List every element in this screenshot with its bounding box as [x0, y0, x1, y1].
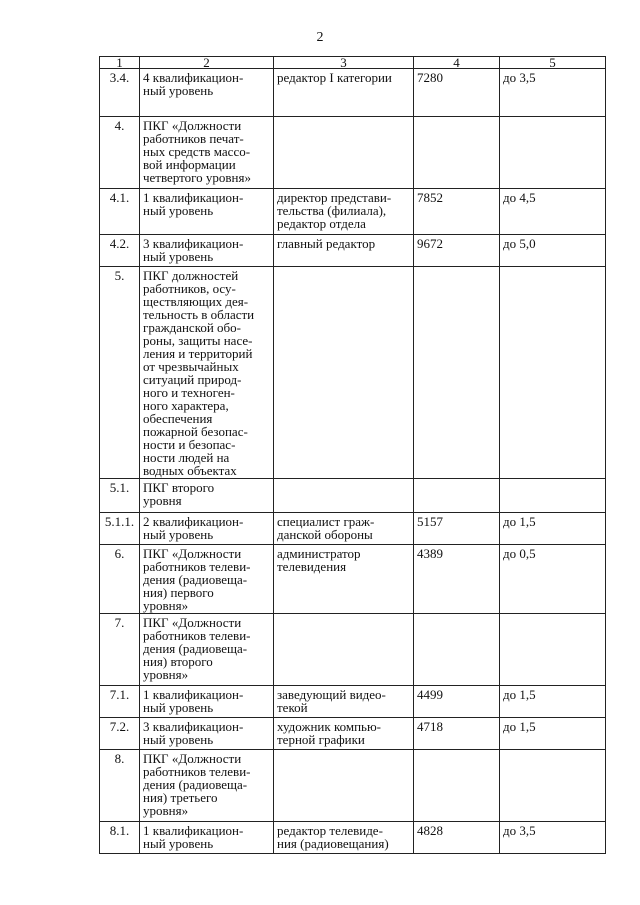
- salary-cell: 4828: [414, 822, 500, 854]
- table-row: [100, 822, 606, 854]
- row-number-cell: 7.: [100, 614, 140, 686]
- salary-cell: 9672: [414, 235, 500, 267]
- salary-cell: 4718: [414, 718, 500, 750]
- table-row: [100, 750, 606, 822]
- position-cell: главный редактор: [274, 235, 414, 267]
- page-number: 2: [316, 30, 324, 45]
- table-row: [100, 545, 606, 614]
- row-number-cell: 5.1.1.: [100, 513, 140, 545]
- category-name-cell: 3 квалификацион- ный уровень: [140, 718, 274, 750]
- salary-cell: [414, 750, 500, 822]
- table-row: [100, 267, 606, 479]
- header-col-3: 3: [274, 57, 414, 69]
- position-cell: администратор телевидения: [274, 545, 414, 614]
- salary-cell: [414, 479, 500, 513]
- table-row: [100, 189, 606, 235]
- salary-cell: [414, 117, 500, 189]
- header-col-4: 4: [414, 57, 500, 69]
- salary-cell: 7852: [414, 189, 500, 235]
- row-number-cell: 4.2.: [100, 235, 140, 267]
- category-name-cell: ПКГ «Должности работников телеви- дения (радиовеща- ния) третьего уровня»: [140, 750, 274, 822]
- salary-table: [99, 56, 606, 854]
- position-cell: [274, 117, 414, 189]
- table-body: [100, 69, 606, 854]
- row-number-cell: 5.1.: [100, 479, 140, 513]
- coefficient-cell: до 1,5: [500, 513, 606, 545]
- coefficient-cell: [500, 117, 606, 189]
- header-col-1: 1: [100, 57, 140, 69]
- coefficient-cell: до 4,5: [500, 189, 606, 235]
- category-name-cell: 3 квалификацион- ный уровень: [140, 235, 274, 267]
- salary-cell: 4389: [414, 545, 500, 614]
- coefficient-cell: до 5,0: [500, 235, 606, 267]
- category-name-cell: 2 квалификацион- ный уровень: [140, 513, 274, 545]
- category-name-cell: 1 квалификацион- ный уровень: [140, 189, 274, 235]
- position-cell: специалист граж- данской обороны: [274, 513, 414, 545]
- coefficient-cell: до 3,5: [500, 822, 606, 854]
- table-row: [100, 117, 606, 189]
- salary-cell: 4499: [414, 686, 500, 718]
- category-name-cell: 1 квалификацион- ный уровень: [140, 822, 274, 854]
- coefficient-cell: [500, 267, 606, 479]
- category-name-cell: ПКГ «Должности работников печат- ных средств массо- вой информации четвертого уровня»: [140, 117, 274, 189]
- table-row: [100, 686, 606, 718]
- table-row: [100, 718, 606, 750]
- table-header-row: [100, 57, 606, 69]
- position-cell: редактор I категории: [274, 69, 414, 117]
- position-cell: директор представи- тельства (филиала), редактор отдела: [274, 189, 414, 235]
- table-row: [100, 479, 606, 513]
- category-name-cell: ПКГ «Должности работников телеви- дения (радиовеща- ния) первого уровня»: [140, 545, 274, 614]
- coefficient-cell: [500, 479, 606, 513]
- row-number-cell: 6.: [100, 545, 140, 614]
- coefficient-cell: [500, 750, 606, 822]
- salary-cell: [414, 267, 500, 479]
- row-number-cell: 8.1.: [100, 822, 140, 854]
- row-number-cell: 8.: [100, 750, 140, 822]
- category-name-cell: 1 квалификацион- ный уровень: [140, 686, 274, 718]
- table-row: [100, 614, 606, 686]
- row-number-cell: 3.4.: [100, 69, 140, 117]
- table-row: [100, 513, 606, 545]
- header-col-5: 5: [500, 57, 606, 69]
- salary-cell: 5157: [414, 513, 500, 545]
- coefficient-cell: до 1,5: [500, 718, 606, 750]
- coefficient-cell: до 0,5: [500, 545, 606, 614]
- header-col-2: 2: [140, 57, 274, 69]
- coefficient-cell: до 3,5: [500, 69, 606, 117]
- row-number-cell: 5.: [100, 267, 140, 479]
- category-name-cell: ПКГ второго уровня: [140, 479, 274, 513]
- position-cell: [274, 614, 414, 686]
- position-cell: редактор телевиде- ния (радиовещания): [274, 822, 414, 854]
- position-cell: художник компью- терной графики: [274, 718, 414, 750]
- row-number-cell: 4.: [100, 117, 140, 189]
- position-cell: заведующий видео- текой: [274, 686, 414, 718]
- table-row: [100, 69, 606, 117]
- row-number-cell: 7.1.: [100, 686, 140, 718]
- category-name-cell: ПКГ «Должности работников телеви- дения (радиовеща- ния) второго уровня»: [140, 614, 274, 686]
- category-name-cell: 4 квалификацион- ный уровень: [140, 69, 274, 117]
- position-cell: [274, 479, 414, 513]
- row-number-cell: 7.2.: [100, 718, 140, 750]
- coefficient-cell: [500, 614, 606, 686]
- salary-cell: [414, 614, 500, 686]
- coefficient-cell: до 1,5: [500, 686, 606, 718]
- salary-cell: 7280: [414, 69, 500, 117]
- row-number-cell: 4.1.: [100, 189, 140, 235]
- position-cell: [274, 750, 414, 822]
- table-row: [100, 235, 606, 267]
- position-cell: [274, 267, 414, 479]
- category-name-cell: ПКГ должностей работников, осу- ществляющих дея- тельность в области гражданской обо- роны, защиты насе- ления и территорий от чрезвычайных ситуаций природ- ного и техноген- ного характера, обеспечения пожарной безопас- ности и безопас- ности людей на водных объектах: [140, 267, 274, 479]
